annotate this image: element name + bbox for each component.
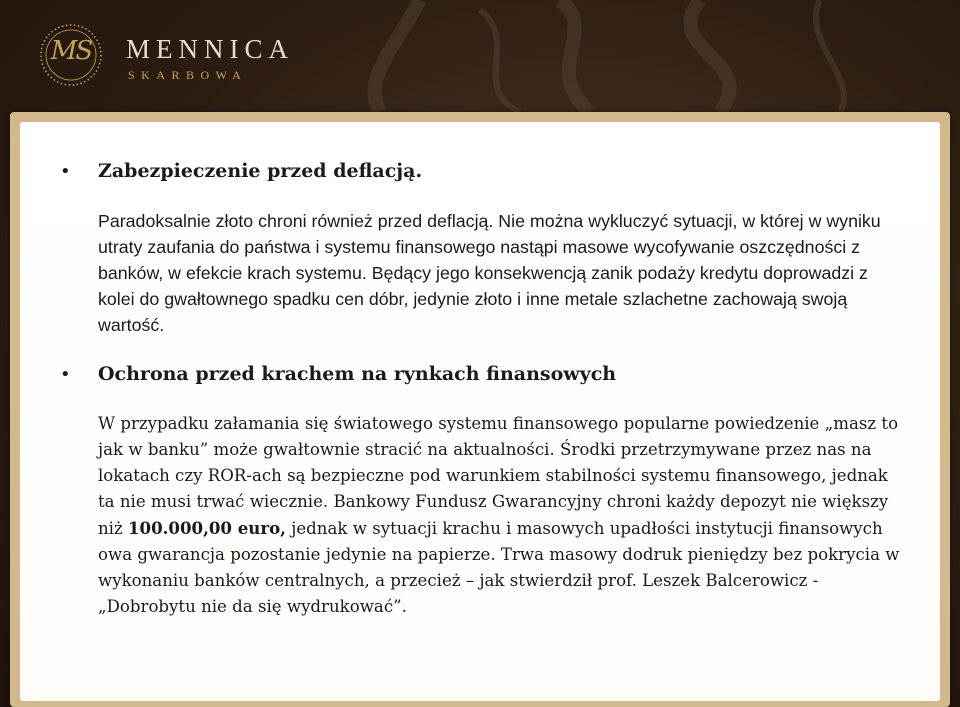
section-body-part: jednak w sytuacji krachu i masowych upadłości instytucji finansowych owa gwarancja pozostanie jedynie na papierze. Trwa masowy dodruk pieniędzy bez pokrycia w wykonaniu banków centralnych, a przecież – jak stwierdził prof. Leszek Balcerowicz - „Dobrobytu nie da się wydrukować”. [98, 519, 900, 616]
brand-logo [38, 22, 294, 92]
list-item-financial-crash [48, 361, 908, 620]
content-card-inner [20, 122, 940, 701]
content-card [10, 112, 950, 707]
list-item-deflation [48, 158, 908, 338]
section-body: Paradoksalnie złoto chroni również przed deflacją. Nie można wykluczyć sytuacji, w której w wyniku utraty zaufania do państwa i systemu finansowego nastąpi masowe wycofywanie oszczędności z banków, w efekcie krach systemu. Będący jego konsekwencją zanik podaży kredytu doprowadzi z kolei do gwałtownego spadku cen dóbr, jedynie złoto i inne metale szlachetne zachowają swoją wartość. [98, 211, 881, 335]
brand-subtitle: SKARBOWA [128, 68, 248, 82]
deposit-limit-amount: 100.000,00 euro, [128, 518, 286, 538]
section-body-part: W przypadku załamania się światowego systemu finansowego popularne powiedzenie „masz to jak w banku” może gwałtownie stracić na aktualności. Środki przetrzymywane przez nas na lokatach czy ROR-ach są bezpieczne pod warunkiem stabilności systemu finansowego, jednak ta nie musi trwać wiecznie. Bankowy Fundusz Gwarancyjny chroni każdy depozyt nie większy niż [98, 414, 899, 538]
section-body [98, 411, 908, 620]
brand-name: MENNICA [126, 34, 294, 64]
section-heading: Zabezpieczenie przed deflacją. [98, 160, 423, 182]
bullet-icon: • [60, 364, 71, 385]
bullet-icon: • [60, 161, 71, 182]
content-body [48, 158, 908, 620]
logo-monogram: MS [50, 36, 92, 66]
section-heading: Ochrona przed krachem na rynkach finansowych [98, 363, 617, 385]
